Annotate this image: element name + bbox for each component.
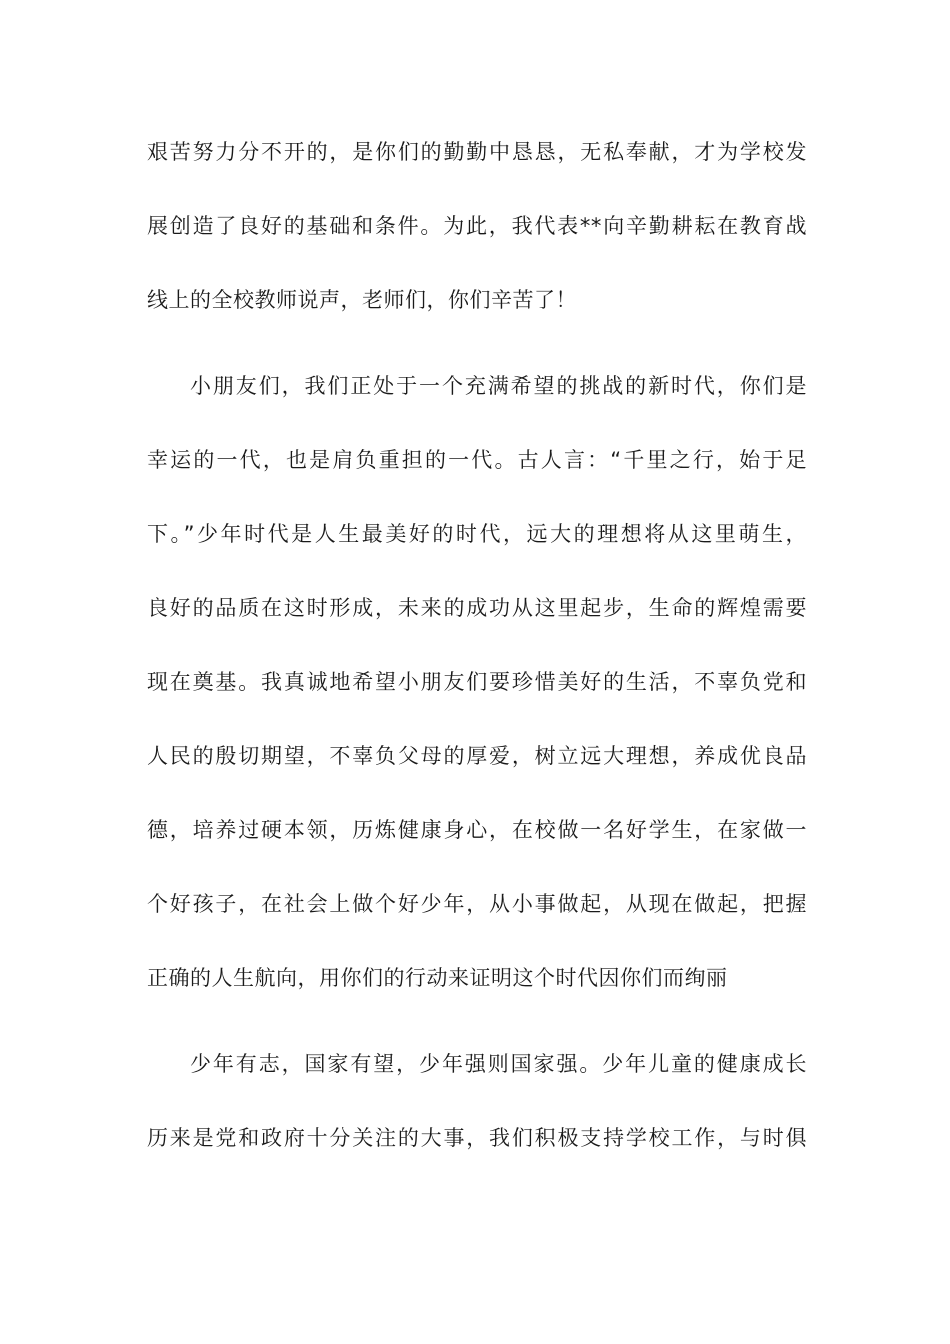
text-line-13: 少年有志，国家有望，少年强则国家强。少年儿童的健康成长 [190, 1052, 807, 1076]
text-line-7: 良好的品质在这时形成，未来的成功从这里起步，生命的辉煌需要 [147, 596, 807, 620]
text-line-3: 线上的全校教师说声，老师们，你们辛苦了！ [147, 288, 577, 312]
text-line-8: 现在奠基。我真诚地希望小朋友们要珍惜美好的生活，不辜负党和 [147, 670, 807, 694]
text-line-9: 人民的殷切期望，不辜负父母的厚爱，树立远大理想，养成优良品 [147, 744, 807, 768]
text-line-12: 正确的人生航向，用你们的行动来证明这个时代因你们而绚丽 [147, 966, 728, 990]
text-line-2: 展创造了良好的基础和条件。为此，我代表**向辛勤耕耘在教育战 [147, 214, 807, 238]
text-line-1: 艰苦努力分不开的，是你们的勤勤中恳恳，无私奉献，才为学校发 [147, 140, 807, 164]
text-line-6: 下。”少年时代是人生最美好的时代，远大的理想将从这里萌生， [147, 522, 807, 546]
text-line-5: 幸运的一代，也是肩负重担的一代。古人言：“千里之行，始于足 [147, 448, 807, 472]
text-line-4: 小朋友们，我们正处于一个充满希望的挑战的新时代，你们是 [190, 374, 807, 398]
text-line-10: 德，培养过硬本领，历炼健康身心，在校做一名好学生，在家做一 [147, 818, 807, 842]
text-line-14: 历来是党和政府十分关注的大事，我们积极支持学校工作，与时俱 [147, 1126, 807, 1150]
text-line-11: 个好孩子，在社会上做个好少年，从小事做起，从现在做起，把握 [147, 892, 807, 916]
